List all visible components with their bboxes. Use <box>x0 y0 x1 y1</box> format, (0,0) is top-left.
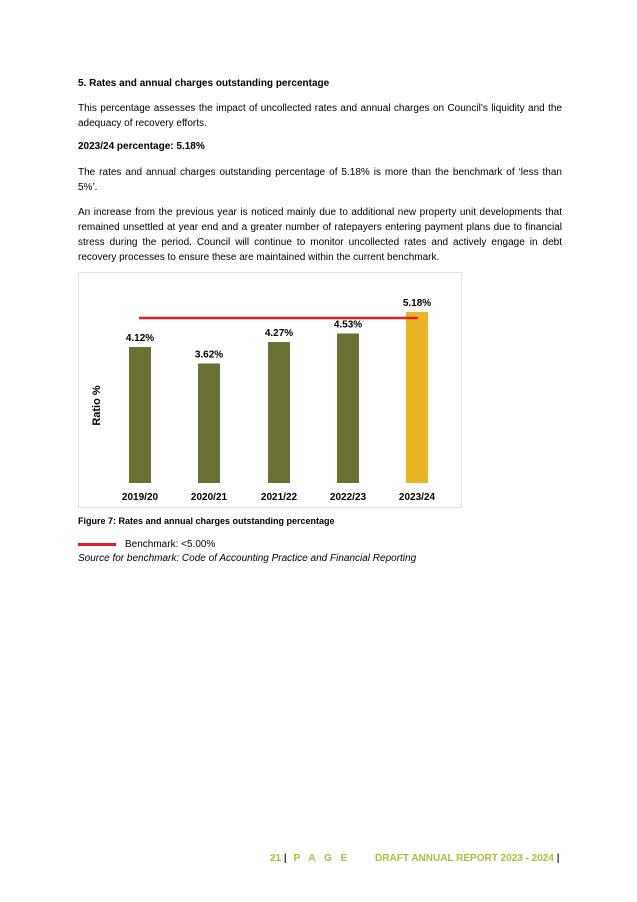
footer-end-separator: | <box>556 853 560 864</box>
data-label: 3.62% <box>194 349 224 361</box>
y-axis-label: Ratio % <box>91 385 103 426</box>
bar-2019-20 <box>129 347 151 483</box>
x-tick-label: 2023/24 <box>398 492 436 503</box>
chart-svg <box>79 273 463 509</box>
data-label: 4.53% <box>333 319 363 331</box>
benchmark-source: Source for benchmark: Code of Accounting Practice and Financial Reporting <box>78 553 417 564</box>
page-footer <box>270 853 560 864</box>
intro-paragraph: This percentage assesses the impact of uncollected rates and annual charges on Council’s liquidity and the adequacy of recovery efforts. <box>78 103 562 129</box>
bar-2023-24 <box>406 312 428 483</box>
figure-caption: Figure 7: Rates and annual charges outstanding percentage <box>78 516 335 526</box>
benchmark-legend-label: Benchmark: <5.00% <box>125 539 216 550</box>
bar-2022-23 <box>337 333 359 483</box>
bar-2020-21 <box>198 363 220 483</box>
data-label: 5.18% <box>402 298 432 309</box>
section-heading: 5. Rates and annual charges outstanding percentage <box>78 78 330 89</box>
x-tick-label: 2019/20 <box>121 492 159 503</box>
bar-chart <box>78 272 462 508</box>
footer-separator: | <box>283 853 287 864</box>
result-paragraph: The rates and annual charges outstanding percentage of 5.18% is more than the benchmark of ‘less than 5%’. <box>78 167 562 193</box>
bar-2021-22 <box>268 342 290 483</box>
benchmark-legend-line <box>78 543 116 546</box>
data-label: 4.27% <box>264 328 294 340</box>
page-word: P A G E <box>293 853 351 864</box>
percentage-subheading: 2023/24 percentage: 5.18% <box>78 141 205 152</box>
x-tick-label: 2021/22 <box>260 492 298 503</box>
x-tick-label: 2020/21 <box>190 492 228 503</box>
page-number: 21 <box>270 853 282 864</box>
explanation-paragraph: An increase from the previous year is noticed mainly due to additional new property unit developments that remained unsettled at year end and a greater number of ratepayers entering payment plans due to financial stress during the period. Council will continue to monitor uncollected rates and actively engage in debt recovery processes to ensure these are maintained within the current benchmark. <box>78 207 562 263</box>
data-label: 4.12% <box>125 332 155 344</box>
report-title: DRAFT ANNUAL REPORT 2023 - 2024 <box>375 853 554 864</box>
x-tick-label: 2022/23 <box>329 492 367 503</box>
benchmark-legend <box>78 539 215 550</box>
